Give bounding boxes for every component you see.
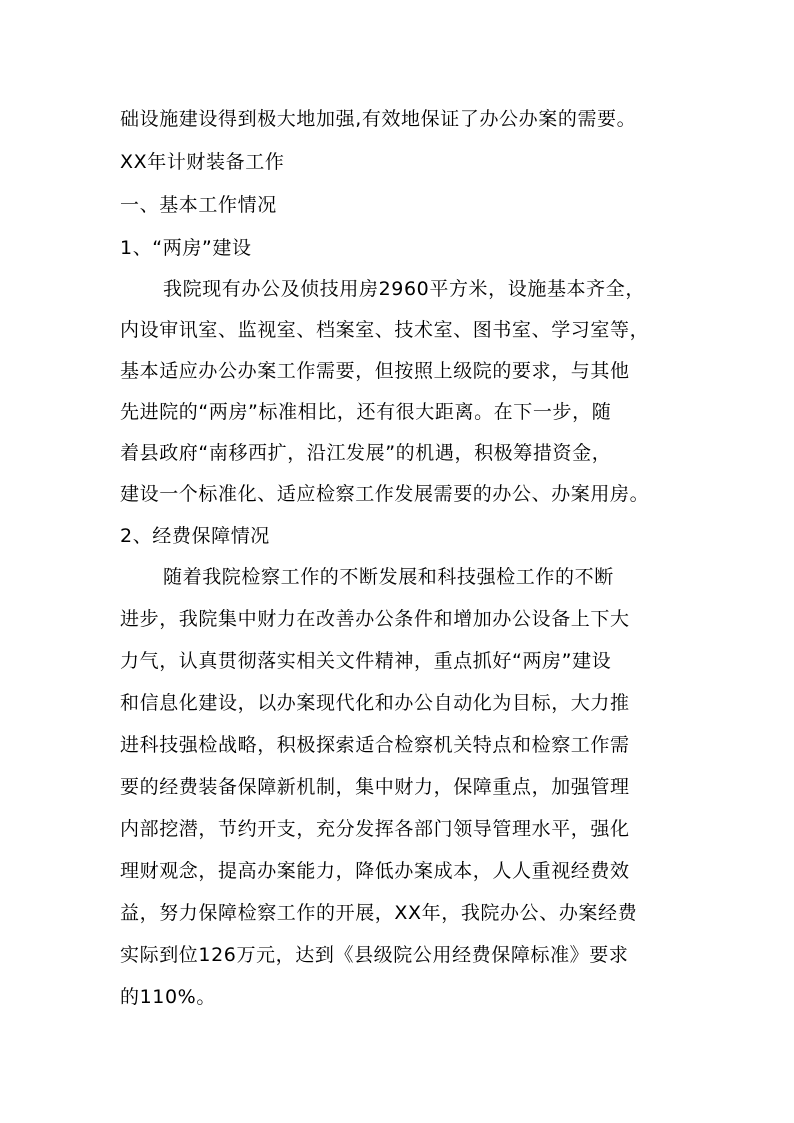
paragraph-line: 理财观念，提高办案能力，降低办案成本，人人重视经费效	[120, 860, 630, 882]
paragraph-line: 益，努力保障检察工作的开展，XX年，我院办公、办案经费	[120, 902, 638, 924]
section-heading: XX年计财装备工作	[120, 151, 285, 173]
paragraph-line: 随着我院检察工作的不断发展和科技强检工作的不断	[163, 566, 614, 588]
paragraph-line: 我院现有办公及侦技用房2960平方米，设施基本齐全，	[163, 278, 645, 300]
paragraph-line: 实际到位126万元，达到《县级院公用经费保障标准》要求	[120, 944, 629, 966]
section-heading: 一、基本工作情况	[120, 194, 277, 216]
paragraph-line: 和信息化建设，以办案现代化和办公自动化为目标，大力推	[120, 692, 630, 714]
subsection-heading: 1、“两房”建设	[120, 237, 252, 259]
paragraph-line: 进科技强检战略，积极探索适合检察机关特点和检察工作需	[120, 734, 630, 756]
paragraph-line: 着县政府“南移西扩，沿江发展”的机遇，积极筹措资金，	[120, 442, 612, 464]
paragraph-line: 础设施建设得到极大地加强,有效地保证了办公办案的需要。	[120, 108, 637, 130]
paragraph-line: 进步，我院集中财力在改善办公条件和增加办公设备上下大	[120, 608, 630, 630]
paragraph-line: 的110%。	[120, 986, 216, 1008]
paragraph-line: 力气，认真贯彻落实相关文件精神，重点抓好“两房”建设	[120, 650, 612, 672]
paragraph-line: 基本适应办公办案工作需要，但按照上级院的要求，与其他	[120, 360, 630, 382]
paragraph-line: 建设一个标准化、适应检察工作发展需要的办公、办案用房。	[120, 483, 650, 505]
paragraph-line: 要的经费装备保障新机制，集中财力，保障重点，加强管理	[120, 776, 630, 798]
subsection-heading: 2、经费保障情况	[120, 525, 270, 547]
paragraph-line: 内部挖潜，节约开支，充分发挥各部门领导管理水平，强化	[120, 818, 630, 840]
paragraph-line: 先进院的“两房”标准相比，还有很大距离。在下一步，随	[120, 401, 612, 423]
paragraph-line: 内设审讯室、监视室、档案室、技术室、图书室、学习室等，	[120, 319, 650, 341]
